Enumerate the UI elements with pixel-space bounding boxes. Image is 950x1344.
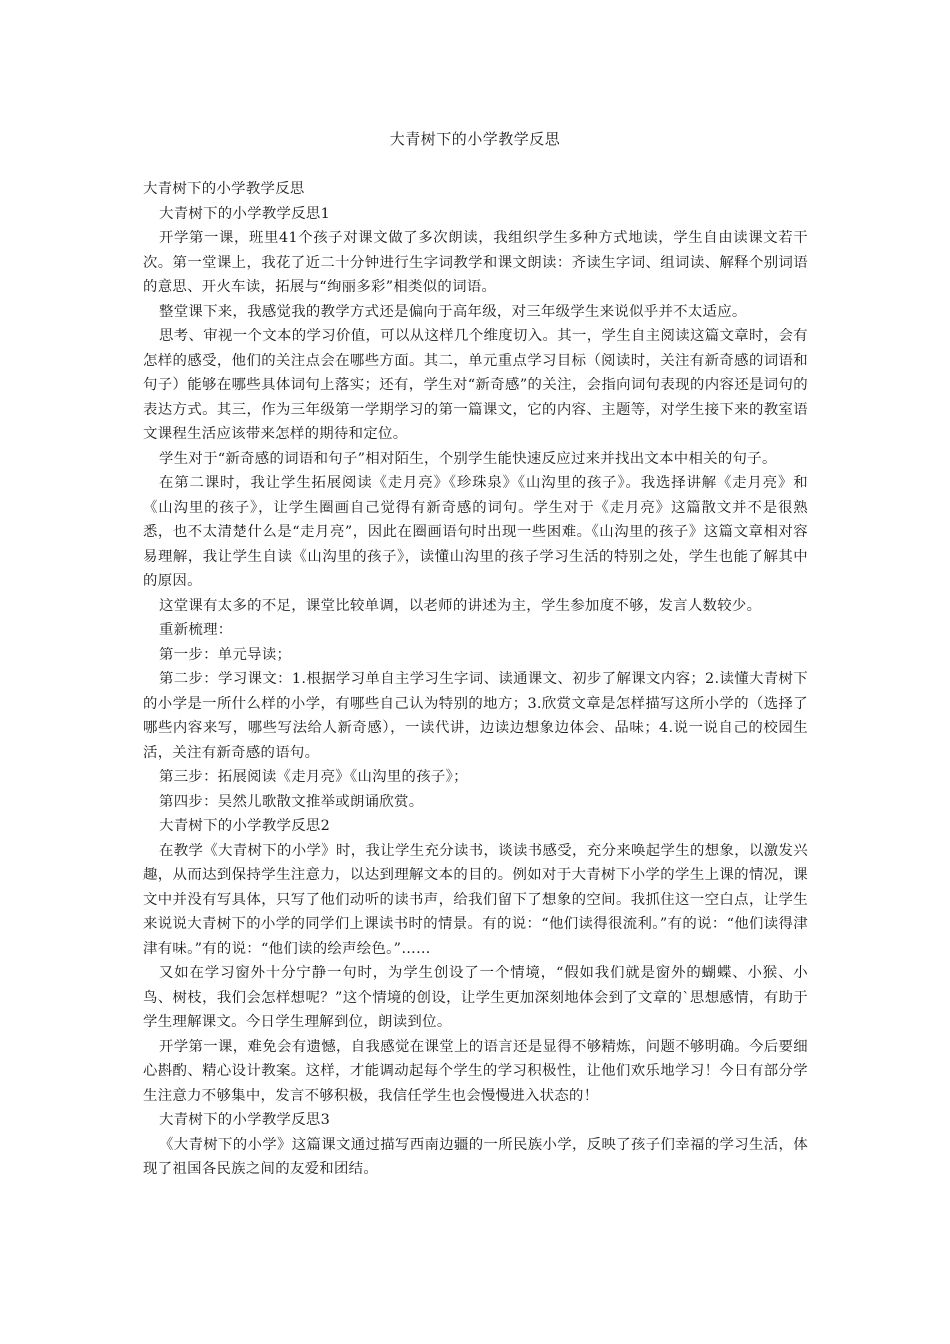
list-step: 第三步：拓展阅读《走月亮》《山沟里的孩子》；: [159, 769, 468, 785]
section-heading-2: 大青树下的小学教学反思2: [159, 818, 331, 834]
paragraph: 学生对于“新奇感的词语和句子”相对陌生，个别学生能快速反应过来并找出文本中相关的句子。: [159, 450, 777, 467]
document-body: [143, 177, 808, 1182]
paragraph: 这堂课有太多的不足，课堂比较单调，以老师的讲述为主，学生参加度不够，发言人数较少。: [159, 597, 762, 614]
paragraph: 整堂课下来，我感觉我的教学方式还是偏向于高年级，对三年级学生来说似乎并不太适应。: [159, 303, 747, 320]
paragraph: 开学第一课，难免会有遗憾，自我感觉在课堂上的语言还是显得不够精炼，问题不够明确。今后要细心斟酌、精心设计教案。这样，才能调动起每个学生的学习积极性，让他们欢乐地学习！今日有部分学生注意力不够集中，发言不够积极，我信任学生也会慢慢进入状态的！: [143, 1038, 808, 1104]
paragraph: 《大青树下的小学》这篇课文通过描写西南边疆的一所民族小学，反映了孩子们幸福的学习生活，体现了祖国各民族之间的友爱和团结。: [143, 1136, 808, 1177]
list-step: 第四步：吴然儿歌散文推举或朗诵欣赏。: [159, 793, 424, 810]
section-heading-3: 大青树下的小学教学反思3: [159, 1112, 331, 1128]
document-heading: 大青树下的小学教学反思: [143, 181, 305, 197]
paragraph: 重新梳理：: [159, 622, 233, 638]
section-heading-1: 大青树下的小学教学反思1: [159, 205, 331, 222]
paragraph: 在第二课时，我让学生拓展阅读《走月亮》《珍珠泉》《山沟里的孩子》。我选择讲解《走月亮》和《山沟里的孩子》，让学生圈画自己觉得有新奇感的词句。学生对于《走月亮》这篇散文并不是很熟悉，也不太清楚什么是“走月亮”，因此在圈画语句时出现一些困难。《山沟里的孩子》这篇文章相对容易理解，我让学生自读《山沟里的孩子》，读懂山沟里的孩子学习生活的特别之处，学生也能了解其中的原因。: [143, 475, 808, 589]
paragraph: 开学第一课，班里41个孩子对课文做了多次朗读，我组织学生多种方式地读，学生自由读课文若干次。第一堂课上，我花了近二十分钟进行生字词教学和课文朗读：齐读生字词、组词读、解释个别词语的意思、开火车读，拓展与“绚丽多彩”相类似的词语。: [143, 230, 808, 295]
list-step: 第二步：学习课文：1.根据学习单自主学习生字词、读通课文、初步了解课文内容；2.读懂大青树下的小学是一所什么样的小学，有哪些自己认为特别的地方；3.欣赏文章是怎样描写这所小学的（选择了哪些内容来写，哪些写法给人新奇感），一读代讲，边读边想象边体会、品味；4.说一说自己的校园生活，关注有新奇感的语句。: [143, 671, 808, 761]
paragraph: 在教学《大青树下的小学》时，我让学生充分读书，谈读书感受，充分来唤起学生的想象，以激发兴趣，从而达到保持学生注意力，以达到理解文本的目的。例如对于大青树下小学的学生上课的情况，课文中并没有写具体，只写了他们动听的读书声，给我们留下了想象的空间。我抓住这一空白点，让学生来说说大青树下的小学的同学们上课读书时的情景。有的说：“他们读得很流利。”有的说：“他们读得津津有味。”有的说：“他们读的绘声绘色。”……: [143, 842, 808, 957]
list-step: 第一步：单元导读；: [159, 646, 292, 663]
document-title: 大青树下的小学教学反思: [389, 130, 561, 148]
paragraph: 又如在学习窗外十分宁静一句时，为学生创设了一个情境，“假如我们就是窗外的蝴蝶、小猴、小鸟、树枝，我们会怎样想呢？”这个情境的创设，让学生更加深刻地体会到了文章的`思想感情，有助于学生理解课文。今日学生理解到位，朗读到位。: [143, 965, 808, 1030]
paragraph: 思考、审视一个文本的学习价值，可以从这样几个维度切入。其一，学生自主阅读这篇文章时，会有怎样的感受，他们的关注点会在哪些方面。其二，单元重点学习目标（阅读时，关注有新奇感的词语和句子）能够在哪些具体词句上落实；还有，学生对“新奇感”的关注，会指向词句表现的内容还是词句的表达方式。其三，作为三年级第一学期学习的第一篇课文，它的内容、主题等，对学生接下来的教室语文课程生活应该带来怎样的期待和定位。: [143, 328, 808, 442]
